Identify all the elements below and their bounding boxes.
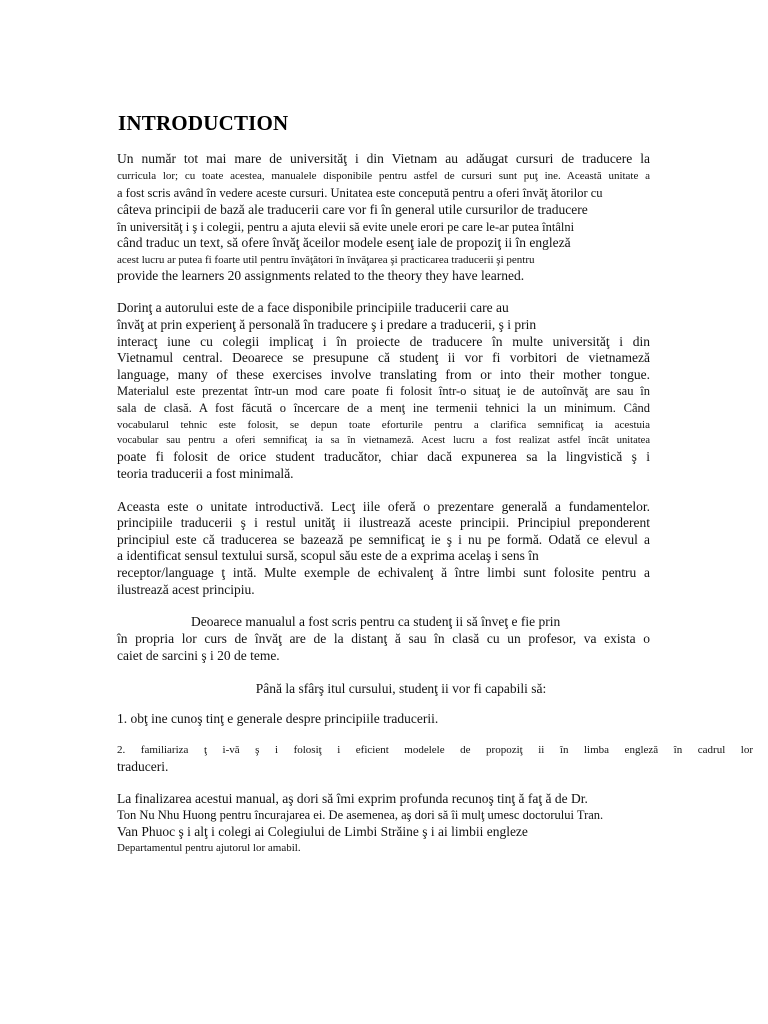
text-line: Deoarece manualul a fost scris pentru ca studenţ ii să înveţ e fie prin [191, 614, 561, 629]
text-line: vocabular sau pentru a oferi semnificaţ ia sa în vietnameză. Acest lucru a fost realizat astfel încât unitatea [117, 435, 650, 446]
text-line: vocabularul tehnic este folosit, se depun toate eforturile pentru a clarifica semnificaţ ia acestuia [117, 419, 650, 431]
text-line: Aceasta este o unitate introductivă. Lecţ iile oferă o prezentare generală a fundamentelor. [117, 499, 650, 514]
text-line: ilustrează acest principiu. [117, 582, 255, 597]
text-line: interacţ iune cu colegii implicaţ i în proiecte de traducere în multe universităţ i din [117, 334, 650, 349]
text-line: Până la sfârş itul cursului, studenţ ii vor fi capabili să: [255, 681, 547, 696]
list-item: 2. familiariza ţ i-vă ş i folosiţ i eficient modelele de propoziţ ii în limba engleză în cadrul lor [117, 744, 753, 756]
text-line: language, many of these exercises involve translating from or into their mother tongue. [117, 367, 650, 382]
text-line: Van Phuoc ş i alţ i colegi ai Colegiului de Limbi Străine ş i ai limbii engleze [117, 824, 528, 839]
text-line: a identificat sensul textului sursă, scopul său este de a exprima acelaş i sens în [117, 548, 539, 563]
text-line: caiet de sarcini ş i 20 de teme. [117, 648, 280, 663]
text-line: teoria traducerii a fost minimală. [117, 466, 294, 481]
text-line: principiile traducerii ş i restul unităţ ii ilustrează aceste principii. Principiul preponderent [117, 515, 650, 530]
page-title: INTRODUCTION [118, 111, 289, 135]
text-line: în propria lor curs de învăţ are de la distanţ ă sau în clasă cu un profesor, va exista o [117, 631, 650, 646]
text-line: când traduc un text, să ofere învăţ ăceilor modele esenţ iale de propoziţ ii în engleză [117, 235, 571, 250]
text-line: Vietnamul central. Deoarece se presupune că studenţ ii vor fi vorbitori de vietnameză [117, 350, 650, 365]
text-line: receptor/language ţ intă. Multe exemple de echivalenţ ă între limbi sunt folosite pentru a [117, 565, 650, 580]
text-line: Materialul este prezentat într-un mod care poate fi folosit într-o situaţ ie de autoînvăţ are sau în [117, 384, 650, 398]
text-line: poate fi folosit de orice student traducător, chiar dacă expunerea sa la lingvistică ş i [117, 449, 650, 464]
text-line: a fost scris având în vedere aceste cursuri. Unitatea este concepută pentru a oferi învăţ ătorilor cu [117, 186, 603, 200]
text-line: acest lucru ar putea fi foarte util pentru învăţători în învăţarea şi practicarea traducerii şi pentru [117, 254, 535, 266]
text-line: Ton Nu Nhu Huong pentru încurajarea ei. De asemenea, aş dori să îi mulţ umesc doctorului Tran. [117, 808, 604, 822]
text-line: curricula lor; cu toate acestea, manualele disponibile pentru astfel de cursuri sunt puţ ine. Această unitate a [117, 170, 650, 182]
text-line: provide the learners 20 assignments related to the theory they have learned. [117, 268, 525, 283]
text-line: traduceri. [117, 759, 169, 774]
text-line: în universităţ i ş i colegii, pentru a ajuta elevii să evite unele erori pe care le-ar putea întâlni [117, 220, 575, 234]
text-line: principiul este că traducerea se bazează pe semnificaţ ie ş i nu pe formă. Odată ce elevul a [117, 532, 650, 547]
text-line: câteva principii de bază ale traducerii care vor fi în general utile cursurilor de traducere [117, 202, 588, 217]
text-line: Departamentul pentru ajutorul lor amabil. [117, 842, 301, 854]
text-line: Dorinţ a autorului este de a face disponibile principiile traducerii care au [117, 300, 509, 315]
text-line: sala de clasă. A fost făcută o încercare de a menţ ine termenii tehnici la un minimum. Când [117, 401, 650, 415]
text-line: Un număr tot mai mare de universităţ i din Vietnam au adăugat cursuri de traducere la [117, 151, 650, 166]
list-item: 1. obţ ine cunoş tinţ e generale despre principiile traducerii. [117, 711, 439, 726]
text-line: La finalizarea acestui manual, aş dori să îmi exprim profunda recunoş tinţ ă faţ ă de Dr. [117, 791, 588, 806]
text-line: învăţ at prin experienţ ă personală în traducere ş i predare a traducerii, ş i prin [117, 317, 537, 332]
